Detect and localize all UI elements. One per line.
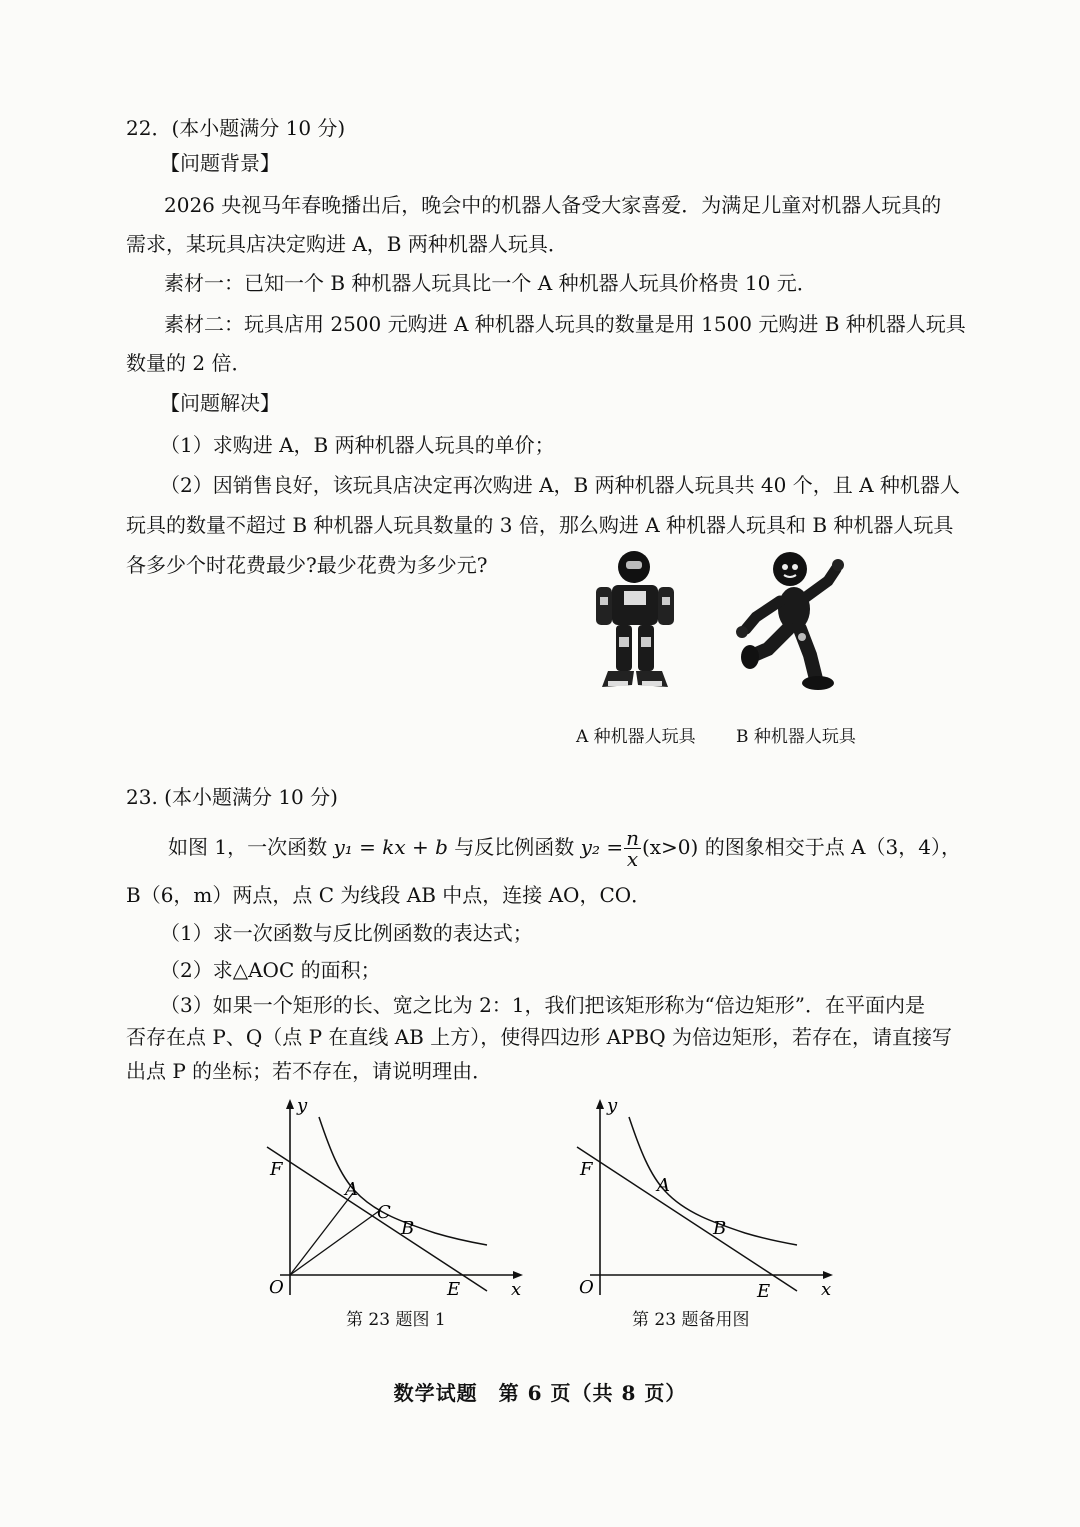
label-c: C bbox=[377, 1202, 391, 1223]
robot-a-caption: A 种机器人玩具 bbox=[576, 727, 696, 747]
label-a: A bbox=[657, 1175, 670, 1196]
q22-part2-line1: （2）因销售良好，该玩具店决定再次购进 A，B 两种机器人玩具共 40 个，且 A 种机器人 bbox=[160, 473, 960, 497]
label-o: O bbox=[579, 1277, 594, 1298]
q23-intro-line1 bbox=[168, 826, 961, 869]
label-f: F bbox=[270, 1159, 283, 1180]
label-e: E bbox=[447, 1279, 461, 1300]
line-ab bbox=[577, 1147, 797, 1291]
page-footer: 数学试题 第 6 页（共 8 页） bbox=[393, 1381, 687, 1405]
q22-material-two-line2: 数量的 2 倍． bbox=[126, 351, 252, 375]
label-f: F bbox=[580, 1159, 593, 1180]
q23-part2: （2）求△AOC 的面积； bbox=[160, 958, 381, 982]
figure-23-1 bbox=[255, 1095, 530, 1305]
q22-background-title: 【问题背景】 bbox=[160, 151, 280, 175]
robot-a-image bbox=[572, 545, 692, 695]
label-y: y bbox=[607, 1095, 618, 1116]
label-x: x bbox=[511, 1279, 522, 1300]
q23-intro-mid: 与反比例函数 bbox=[447, 835, 581, 859]
y1-expression: y₁ = kx + b bbox=[333, 835, 448, 859]
y-axis-arrow bbox=[596, 1099, 604, 1109]
q22-solve-title: 【问题解决】 bbox=[160, 391, 280, 415]
label-o: O bbox=[269, 1277, 284, 1298]
label-b: B bbox=[401, 1218, 415, 1239]
label-e: E bbox=[757, 1281, 771, 1302]
label-x: x bbox=[821, 1279, 832, 1300]
figure-23-1-caption: 第 23 题图 1 bbox=[346, 1310, 446, 1330]
q22-part2-line2: 玩具的数量不超过 B 种机器人玩具数量的 3 倍，那么购进 A 种机器人玩具和 B 种机器人玩具 bbox=[126, 513, 954, 537]
label-a: A bbox=[345, 1179, 358, 1200]
label-b: B bbox=[713, 1218, 727, 1239]
segment-ao bbox=[290, 1193, 353, 1275]
label-y: y bbox=[297, 1095, 308, 1116]
q23-part1: （1）求一次函数与反比例函数的表达式； bbox=[160, 921, 533, 945]
figure-23-spare-caption: 第 23 题备用图 bbox=[632, 1310, 750, 1330]
q23-part3-line3: 出点 P 的坐标；若不存在，请说明理由． bbox=[126, 1059, 493, 1083]
q23-intro-post: 的图象相交于点 A（3，4）， bbox=[698, 835, 961, 859]
q23-intro-pre: 如图 1，一次函数 bbox=[168, 835, 334, 859]
q23-part3-line2: 否存在点 P、Q（点 P 在直线 AB 上方），使得四边形 APBQ 为倍边矩形，若存在，请直接写 bbox=[126, 1025, 952, 1049]
q22-material-two-line1: 素材二：玩具店用 2500 元购进 A 种机器人玩具的数量是用 1500 元购进 B 种机器人玩具 bbox=[164, 312, 966, 336]
fraction-denominator: x bbox=[626, 847, 639, 871]
y-axis-arrow bbox=[286, 1099, 294, 1109]
x-axis-arrow bbox=[823, 1271, 833, 1279]
q23-heading: 23. (本小题满分 10 分) bbox=[126, 785, 338, 809]
q22-background-line1: 2026 央视马年春晚播出后，晚会中的机器人备受大家喜爱．为满足儿童对机器人玩具的 bbox=[164, 193, 942, 217]
q23-part3-line1: （3）如果一个矩形的长、宽之比为 2：1，我们把该矩形称为“倍边矩形”．在平面内是 bbox=[160, 993, 925, 1017]
q22-material-one: 素材一：已知一个 B 种机器人玩具比一个 A 种机器人玩具价格贵 10 元． bbox=[164, 271, 817, 295]
robot-b-caption: B 种机器人玩具 bbox=[736, 727, 856, 747]
q22-background-line2: 需求，某玩具店决定购进 A，B 两种机器人玩具． bbox=[126, 232, 568, 256]
fraction-n-over-x bbox=[624, 828, 641, 869]
segment-co bbox=[290, 1211, 379, 1275]
q22-part2-line3: 各多少个时花费最少?最少花费为多少元? bbox=[126, 553, 488, 577]
x-axis-arrow bbox=[513, 1271, 523, 1279]
q22-part1: （1）求购进 A，B 两种机器人玩具的单价； bbox=[160, 433, 555, 457]
q23-intro-line2: B（6，m）两点，点 C 为线段 AB 中点，连接 AO，CO． bbox=[126, 883, 652, 907]
figure-23-spare bbox=[565, 1095, 840, 1305]
q22-heading: 22．(本小题满分 10 分) bbox=[126, 116, 346, 140]
y2-lhs: y₂ = bbox=[580, 835, 624, 859]
fraction-numerator: n bbox=[626, 826, 639, 850]
y2-condition: (x>0) bbox=[641, 835, 699, 859]
robot-b-image bbox=[732, 545, 852, 695]
